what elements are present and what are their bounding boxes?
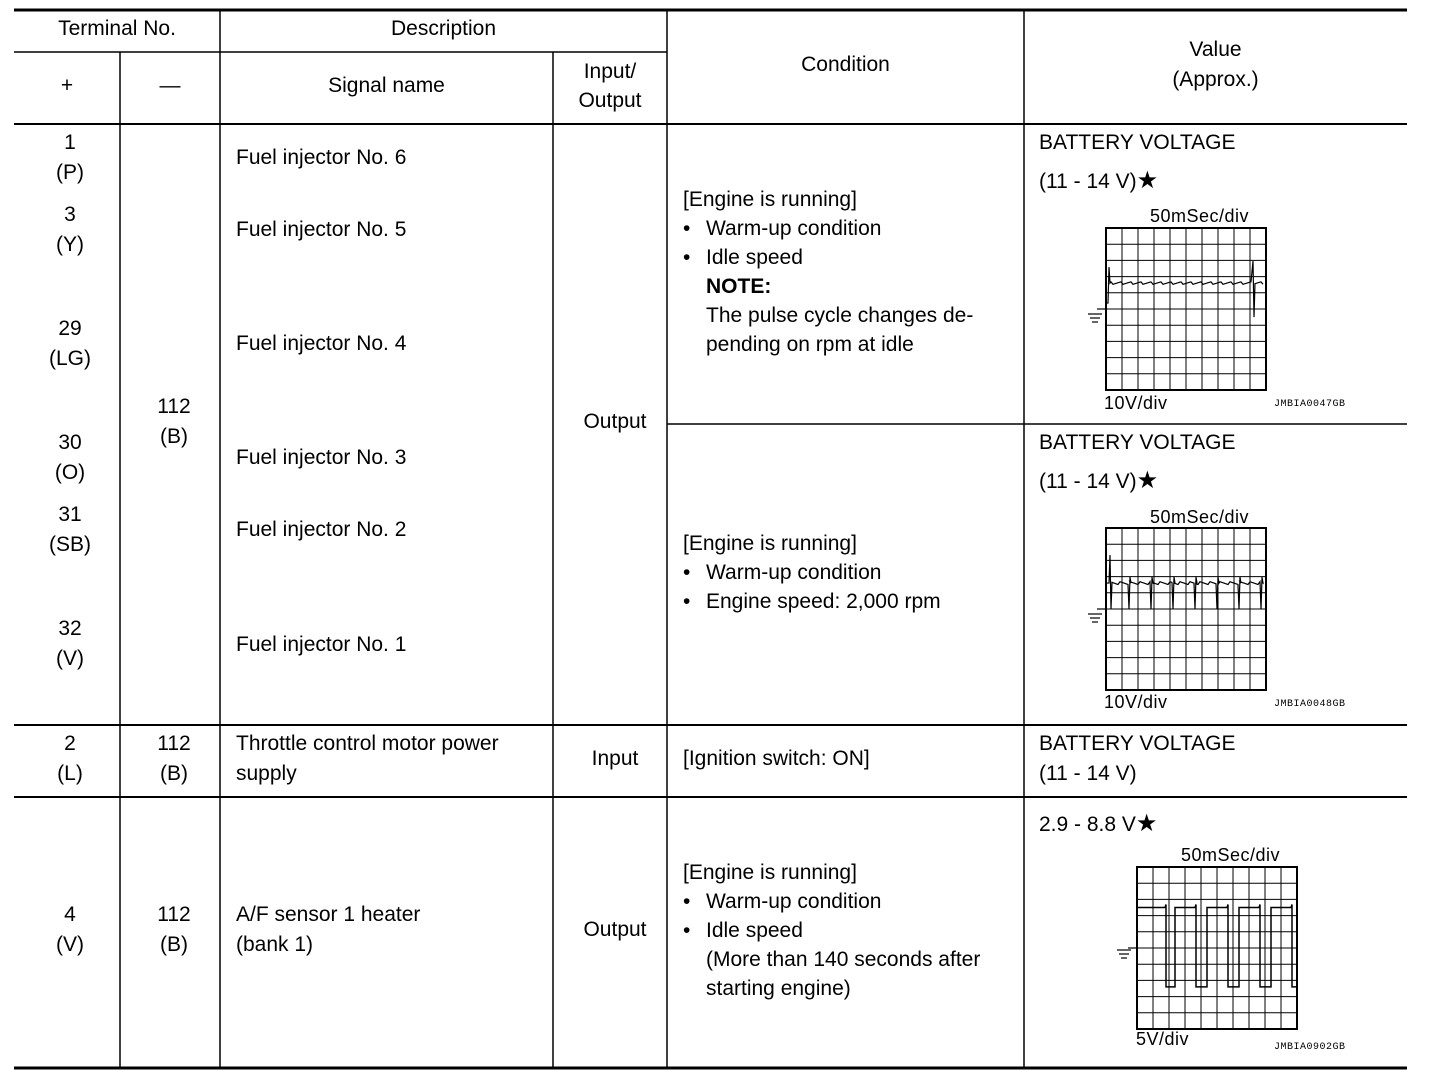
waveform: [1106, 555, 1263, 609]
header-terminal-no: Terminal No.: [58, 17, 176, 40]
ground-wire-color: (B): [160, 762, 188, 785]
bullet: •: [683, 561, 691, 584]
wire-color: (V): [56, 933, 84, 956]
value-range: (11 - 14 V): [1039, 762, 1137, 785]
wire-color: (P): [56, 161, 84, 184]
image-code: JMBIA0047GB: [1274, 399, 1346, 410]
wire-color: (LG): [49, 347, 91, 370]
signal-name: A/F sensor 1 heater: [236, 903, 421, 926]
condition-text: [Engine is running]: [683, 532, 857, 555]
condition-text: Warm-up condition: [706, 217, 882, 240]
wire-color: (V): [56, 647, 84, 670]
bullet: •: [683, 246, 691, 269]
condition-text: Warm-up condition: [706, 561, 882, 584]
scope-grid: [1106, 228, 1266, 390]
bullet: •: [683, 890, 691, 913]
io-type: Output: [583, 410, 647, 433]
condition-text: [Ignition switch: ON]: [683, 747, 870, 770]
condition-text: starting engine): [706, 977, 851, 1000]
volt-scale-label: 5V/div: [1136, 1029, 1190, 1049]
note-text: pending on rpm at idle: [706, 333, 914, 356]
signal-name: Fuel injector No. 4: [236, 332, 407, 355]
terminal-number: 2: [64, 732, 76, 755]
io-type: Input: [591, 747, 639, 770]
condition-text: [Engine is running]: [683, 188, 857, 211]
header-value-line2: (Approx.): [1172, 68, 1259, 91]
value-text: BATTERY VOLTAGE: [1039, 131, 1236, 154]
terminal-number: 31: [58, 503, 82, 526]
signal-name: Fuel injector No. 6: [236, 146, 407, 169]
value-range-text: (11 - 14 V): [1039, 470, 1137, 493]
header-value-line1: Value: [1189, 38, 1242, 61]
image-code: JMBIA0048GB: [1274, 699, 1346, 710]
io-type: Output: [583, 918, 647, 941]
terminal-number: 29: [58, 317, 82, 340]
header-signal-name: Signal name: [328, 74, 445, 97]
star-icon: ★: [1135, 810, 1158, 837]
value-range-text: 2.9 - 8.8 V: [1039, 813, 1136, 836]
time-scale-label: 50mSec/div: [1181, 845, 1281, 865]
ground-wire-color: (B): [160, 933, 188, 956]
value-text: BATTERY VOLTAGE: [1039, 732, 1236, 755]
condition-text: Idle speed: [706, 919, 803, 942]
ground-wire-color: (B): [160, 425, 188, 448]
terminal-number: 32: [58, 617, 82, 640]
header-plus: +: [60, 74, 74, 97]
bullet: •: [683, 590, 691, 613]
time-scale-label: 50mSec/div: [1150, 507, 1250, 527]
wire-color: (O): [54, 461, 86, 484]
header-io-line2: Output: [578, 89, 642, 112]
volt-scale-label: 10V/div: [1104, 692, 1168, 712]
signal-name: Fuel injector No. 5: [236, 218, 407, 241]
value-range: [1039, 166, 1158, 196]
ground-terminal-number: 112: [157, 903, 191, 926]
header-description: Description: [390, 17, 497, 40]
star-icon: ★: [1136, 467, 1159, 494]
header-io-line1: Input/: [583, 60, 637, 83]
signal-name: supply: [236, 762, 297, 785]
condition-text: (More than 140 seconds after: [706, 948, 981, 971]
ground-icon: [1117, 948, 1137, 958]
ground-terminal-number: 112: [157, 395, 191, 418]
bullet: •: [683, 217, 691, 240]
oscilloscope-waveform-injector-idle: [1080, 222, 1270, 422]
bullet: •: [683, 919, 691, 942]
wire-color: (Y): [56, 233, 84, 256]
signal-name: Fuel injector No. 2: [236, 518, 407, 541]
ground-icon: [1088, 609, 1106, 622]
volt-scale-label: 10V/div: [1104, 393, 1168, 413]
wire-color: (L): [57, 762, 83, 785]
signal-name: Fuel injector No. 1: [236, 633, 407, 656]
header-minus: —: [159, 74, 181, 97]
terminal-number: 4: [64, 903, 76, 926]
scope-grid: [1106, 528, 1266, 690]
condition-text: [Engine is running]: [683, 861, 857, 884]
wire-color: (SB): [49, 533, 91, 556]
ground-terminal-number: 112: [157, 732, 191, 755]
star-icon: ★: [1136, 167, 1159, 194]
scope-grid: [1137, 867, 1297, 1029]
terminal-number: 1: [64, 131, 76, 154]
time-scale-label: 50mSec/div: [1150, 206, 1250, 226]
note-text: The pulse cycle changes de-: [706, 304, 974, 327]
ground-icon: [1088, 309, 1106, 322]
value-text: BATTERY VOLTAGE: [1039, 431, 1236, 454]
signal-name: Throttle control motor power: [236, 732, 499, 755]
header-condition: Condition: [801, 53, 890, 76]
condition-text: Idle speed: [706, 246, 803, 269]
signal-name: Fuel injector No. 3: [236, 446, 407, 469]
signal-name: (bank 1): [236, 933, 314, 956]
value-range: [1039, 466, 1158, 496]
value-range: [1039, 809, 1157, 839]
terminal-number: 3: [64, 203, 76, 226]
image-code: JMBIA0902GB: [1274, 1042, 1346, 1053]
condition-text: Engine speed: 2,000 rpm: [706, 590, 941, 613]
condition-text: Warm-up condition: [706, 890, 882, 913]
note-label: NOTE:: [706, 275, 772, 298]
value-range-text: (11 - 14 V): [1039, 170, 1137, 193]
terminal-number: 30: [58, 431, 82, 454]
